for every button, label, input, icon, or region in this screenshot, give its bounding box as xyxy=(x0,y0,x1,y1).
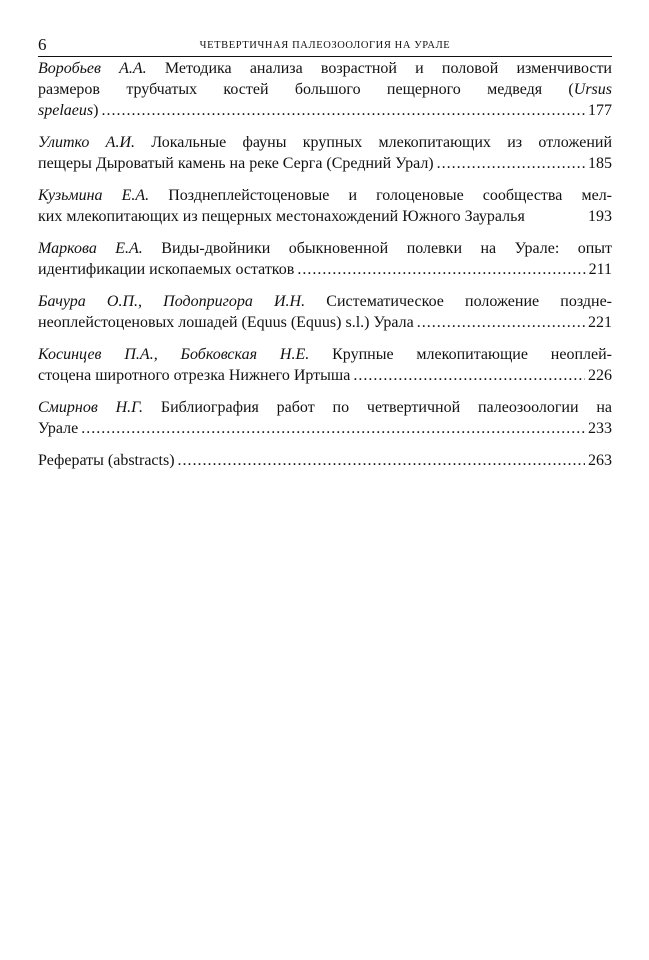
toc-entry-line xyxy=(38,153,612,174)
dot-leader xyxy=(437,153,585,174)
toc-entry-title: Урале xyxy=(38,420,79,437)
dot-leader xyxy=(101,100,585,121)
toc-entry[interactable] xyxy=(38,238,612,280)
toc-entry-line xyxy=(38,100,612,121)
toc-entry-title: размеров трубчатых костей большого пещерного медведя ( xyxy=(38,81,574,98)
toc-entry-title: Виды-двойники обыкновенной полевки на Урале: опыт xyxy=(161,240,612,257)
toc-entry-page: 185 xyxy=(588,155,612,172)
toc-entry-page: 211 xyxy=(588,261,612,278)
toc-entry-line xyxy=(38,238,612,259)
toc-entry-title-italic: spelaeus xyxy=(38,102,94,119)
toc-entry-title: неоплейстоценовых лошадей (Equus (Equus) s.l.) Урала xyxy=(38,314,414,331)
toc-entry-line xyxy=(38,58,612,79)
toc-entry-title: идентификации ископаемых остатков xyxy=(38,261,295,278)
toc-entry-line xyxy=(38,206,612,227)
toc-entry-title: Крупные млекопитающие неоплей- xyxy=(332,346,612,363)
toc-entry-title: Библиография работ по четвертичной палеозоологии на xyxy=(160,399,612,416)
dot-leader xyxy=(81,418,585,439)
toc-entry-author: Косинцев П.А., Бобковская Н.Е. xyxy=(38,346,310,363)
toc-entry-page: 226 xyxy=(588,367,612,384)
toc-entry-line xyxy=(38,344,612,365)
toc-entry-line xyxy=(38,291,612,312)
toc-entry-title: Рефераты (abstracts) xyxy=(38,452,175,469)
page-number: 6 xyxy=(38,35,47,54)
dot-leader xyxy=(417,312,585,333)
dot-leader xyxy=(178,450,585,471)
dot-leader xyxy=(297,259,585,280)
dot-leader xyxy=(353,365,585,386)
toc-entry-title: Позднеплейстоценовые и голоценовые сообщества мел- xyxy=(168,187,612,204)
toc-entry-title: ) xyxy=(93,102,99,119)
toc-entry-abstracts[interactable] xyxy=(38,450,612,471)
toc-entry-line xyxy=(38,365,612,386)
toc-entry-line xyxy=(38,312,612,333)
toc-entry-page: 263 xyxy=(588,452,612,469)
toc-entry-title-italic: Ursus xyxy=(573,81,612,98)
running-header xyxy=(38,35,612,57)
toc-entry-line xyxy=(38,185,612,206)
toc-entry-line xyxy=(38,397,612,418)
toc-entry-title: ких млекопитающих из пещерных местонахождений Южного Зауралья xyxy=(38,208,525,225)
toc-entry-author: Бачура О.П., Подопригора И.Н. xyxy=(38,293,306,310)
toc-entry-line xyxy=(38,259,612,280)
toc-entry[interactable] xyxy=(38,58,612,121)
toc-entry-title: Локальные фауны крупных млекопитающих из отложений xyxy=(151,134,612,151)
toc-entry[interactable] xyxy=(38,132,612,174)
toc-entry-page: 233 xyxy=(588,420,612,437)
toc-entry-title: Систематическое положение поздне- xyxy=(326,293,612,310)
toc-entry[interactable] xyxy=(38,344,612,386)
toc-entry-line xyxy=(38,418,612,439)
toc-entry[interactable] xyxy=(38,291,612,333)
toc-entry-line xyxy=(38,450,612,471)
toc-entry-line xyxy=(38,79,612,100)
toc-entry-page: 193 xyxy=(588,208,612,225)
toc-entry-title: стоцена широтного отрезка Нижнего Иртыша xyxy=(38,367,351,384)
toc-entry-author: Улитко А.И. xyxy=(38,134,135,151)
toc-entry-page: 221 xyxy=(588,314,612,331)
toc-entry-line xyxy=(38,132,612,153)
toc-entry-author: Воробьев А.А. xyxy=(38,60,147,77)
toc-entry-author: Кузьмина Е.А. xyxy=(38,187,150,204)
table-of-contents xyxy=(38,58,612,482)
toc-entry-title: пещеры Дыроватый камень на реке Серга (Средний Урал) xyxy=(38,155,434,172)
toc-entry-author: Маркова Е.А. xyxy=(38,240,143,257)
toc-entry[interactable] xyxy=(38,397,612,439)
toc-entry-author: Смирнов Н.Г. xyxy=(38,399,144,416)
toc-entry-page: 177 xyxy=(588,102,612,119)
toc-entry-title: Методика анализа возрастной и половой изменчивости xyxy=(164,60,612,77)
toc-entry[interactable] xyxy=(38,185,612,227)
running-title: ЧЕТВЕРТИЧНАЯ ПАЛЕОЗООЛОГИЯ НА УРАЛЕ xyxy=(199,40,451,51)
